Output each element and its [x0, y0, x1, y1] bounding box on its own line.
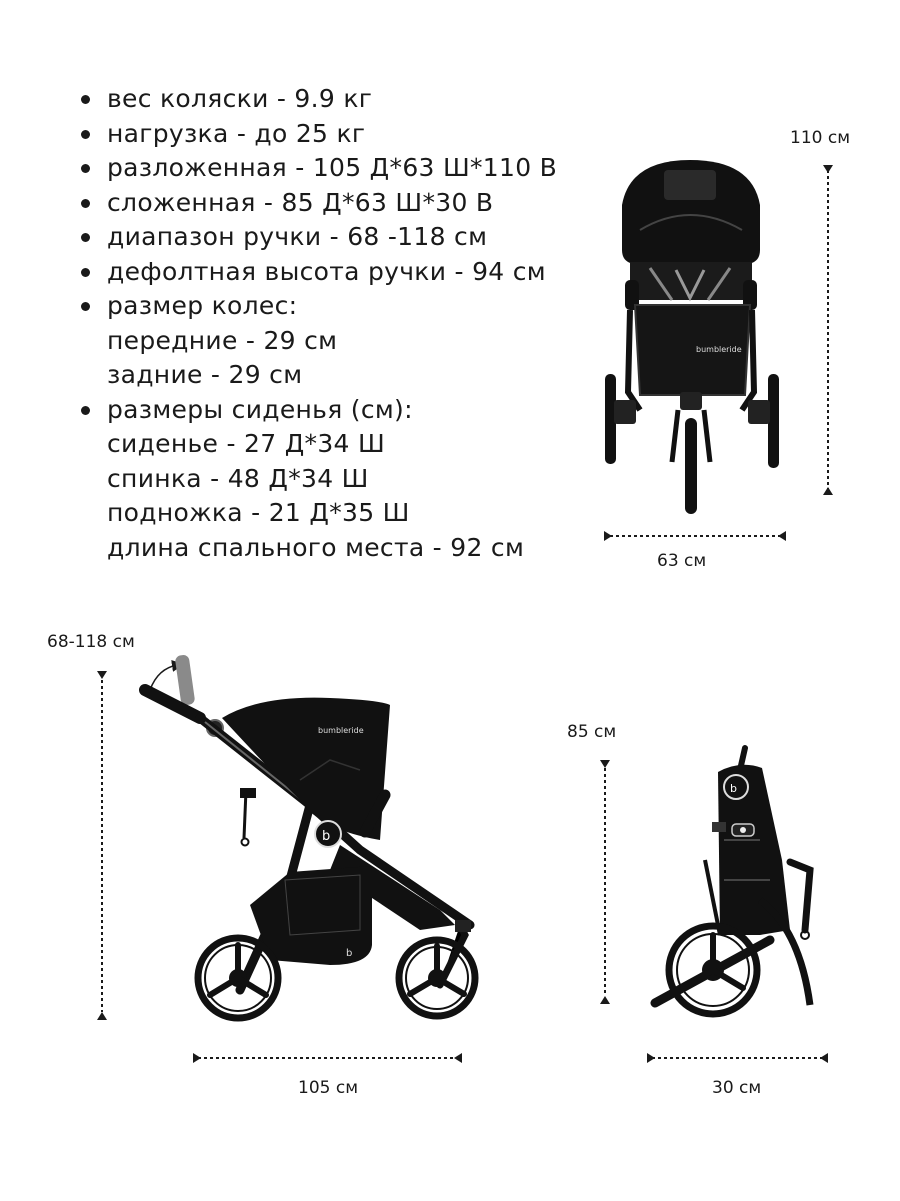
basket-emblem-text: b [346, 948, 353, 959]
folded-emblem-text: b [730, 782, 737, 795]
folded-wheel [669, 926, 757, 1014]
spec-item: задние - 29 см [107, 360, 303, 389]
folded-width-label: 30 см [712, 1078, 762, 1098]
spec-item: передние - 29 см [107, 325, 338, 355]
front-view-stroller [605, 160, 779, 514]
front-logo-text: bumbleride [696, 345, 742, 354]
side-rear-wheel [198, 938, 278, 1018]
spec-item: нагрузка - до 25 кг [78, 117, 598, 152]
spec-item: длина спального места - 92 см [107, 532, 525, 562]
folded-height-label: 85 см [567, 722, 617, 742]
side-logo-text: bumbleride [318, 726, 364, 735]
folded-view-stroller [655, 748, 810, 1014]
side-length-label: 105 см [298, 1078, 359, 1098]
front-width-label: 63 см [657, 551, 707, 571]
front-height-label: 110 см [790, 128, 851, 148]
spec-item: размеры сиденья (см): [78, 393, 598, 428]
side-handle-height-label: 68-118 см [47, 632, 135, 652]
spec-item: сиденье - 27 Д*34 Ш [107, 429, 386, 458]
spec-item: вес коляски - 9.9 кг [78, 82, 598, 117]
spec-item: подножка - 21 Д*35 Ш [107, 498, 410, 527]
side-view-stroller [145, 654, 475, 1018]
spec-item: разложенная - 105 Д*63 Ш*110 В [78, 151, 598, 186]
side-front-wheel [399, 940, 475, 1016]
side-emblem-text: b [322, 829, 331, 844]
spec-item: сложенная - 85 Д*63 Ш*30 В [78, 186, 598, 221]
spec-item: размер колес: [78, 289, 598, 324]
spec-item: спинка - 48 Д*34 Ш [107, 463, 369, 493]
spec-item: диапазон ручки - 68 -118 см [78, 220, 598, 255]
spec-item: дефолтная высота ручки - 94 см [78, 255, 598, 290]
